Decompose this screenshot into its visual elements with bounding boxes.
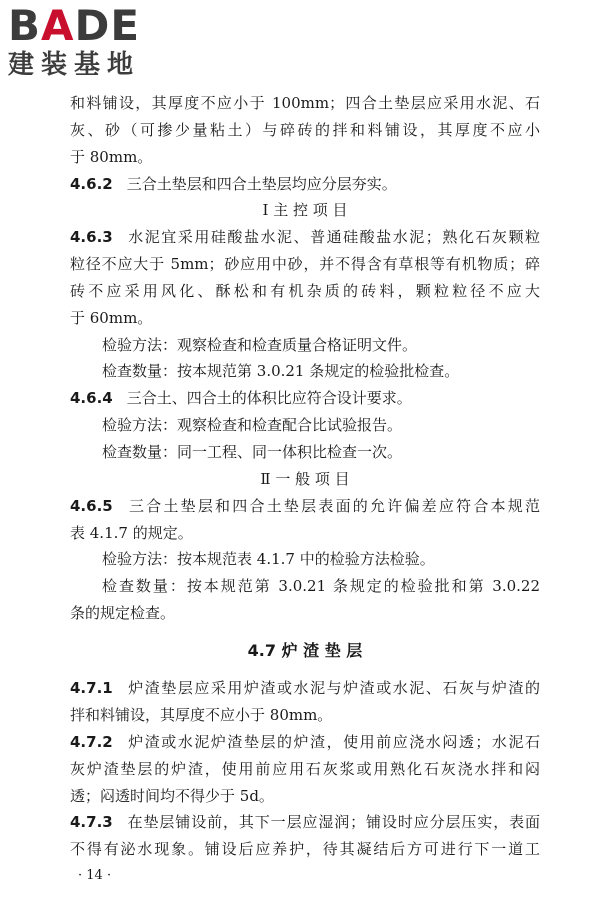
- paragraph-line: 灰、砂（可掺少量粘土）与碎砖的拌和料铺设，其厚度不应小: [70, 121, 540, 139]
- clause-number: 4.7.3: [70, 813, 113, 831]
- clause-text: 炉渣或水泥炉渣垫层的炉渣，使用前应浇水闷透；水泥石: [126, 733, 540, 751]
- clause-text: 三合土垫层和四合土垫层均应分层夯实。: [126, 175, 397, 193]
- clause-4-6-5: [70, 497, 540, 516]
- paragraph-line: 不得有泌水现象。铺设后应养护，待其凝结后方可进行下一道工: [70, 840, 540, 858]
- clause-number: 4.6.4: [70, 389, 113, 407]
- section-heading-main-control: Ⅰ 主 控 项 目: [262, 201, 348, 219]
- clause-text: 三合土垫层和四合土垫层表面的允许偏差应符合本规范: [126, 497, 540, 515]
- clause-number: 4.6.3: [70, 228, 113, 246]
- clause-4-6-3: [70, 228, 540, 247]
- clause-number: 4.7.2: [70, 733, 113, 751]
- paragraph-line: 灰炉渣垫层的炉渣，使用前应用石灰浆或用熟化石灰浇水拌和闷: [70, 760, 540, 778]
- inspection-quantity: 检查数量：按本规范第 3.0.21 条规定的检验批检查。: [102, 362, 460, 380]
- paragraph-line: 表 4.1.7 的规定。: [70, 524, 193, 542]
- paragraph-line: 透；闷透时间均不得少于 5d。: [70, 787, 274, 805]
- clause-4-7-2: [70, 733, 540, 752]
- brand-logo: [8, 1, 178, 80]
- paragraph-line: 于 60mm。: [70, 309, 153, 327]
- section-heading-4-7: 4.7 炉 渣 垫 层: [247, 641, 363, 660]
- inspection-method: 检验方法：观察检查和检查配合比试验报告。: [102, 416, 403, 434]
- inspection-method: 检验方法：观察检查和检查质量合格证明文件。: [102, 336, 418, 354]
- paragraph-line: 拌和料铺设，其厚度不应小于 80mm。: [70, 706, 333, 724]
- paragraph-line: 和料铺设，其厚度不应小于 100mm；四合土垫层应采用水泥、石: [70, 94, 540, 112]
- clause-number: 4.7.1: [70, 679, 113, 697]
- logo-wordmark: BADE: [8, 1, 141, 50]
- paragraph-line: 粒径不应大于 5mm；砂应用中砂，并不得含有草根等有机物质；碎: [70, 255, 540, 273]
- paragraph-line: 砖不应采用风化、酥松和有机杂质的砖料，颗粒粒径不应大: [70, 282, 540, 300]
- clause-4-6-2: [70, 175, 540, 194]
- clause-4-7-1: [70, 679, 540, 698]
- clause-4-6-4: [70, 389, 540, 408]
- clause-text: 在垫层铺设前，其下一层应湿润；铺设时应分层压实，表面: [126, 813, 540, 831]
- inspection-quantity: 检查数量：按本规范第 3.0.21 条规定的检验批和第 3.0.22: [102, 577, 540, 595]
- clause-4-7-3: [70, 813, 540, 832]
- page-number: · 14 ·: [78, 868, 112, 883]
- logo-subtitle: 建装基地: [8, 50, 141, 80]
- paragraph-line: 于 80mm。: [70, 148, 153, 166]
- clause-text: 水泥宜采用硅酸盐水泥、普通硅酸盐水泥；熟化石灰颗粒: [126, 228, 540, 246]
- inspection-quantity: 检查数量：同一工程、同一体积比检查一次。: [102, 443, 403, 461]
- clause-number: 4.6.2: [70, 175, 113, 193]
- paragraph-line: 条的规定检查。: [70, 604, 176, 622]
- section-heading-general: Ⅱ 一 般 项 目: [260, 470, 350, 488]
- clause-text: 炉渣垫层应采用炉渣或水泥与炉渣或水泥、石灰与炉渣的: [126, 679, 540, 697]
- clause-number: 4.6.5: [70, 497, 113, 515]
- inspection-method: 检验方法：按本规范表 4.1.7 中的检验方法检验。: [102, 550, 435, 568]
- clause-text: 三合土、四合土的体积比应符合设计要求。: [126, 389, 412, 407]
